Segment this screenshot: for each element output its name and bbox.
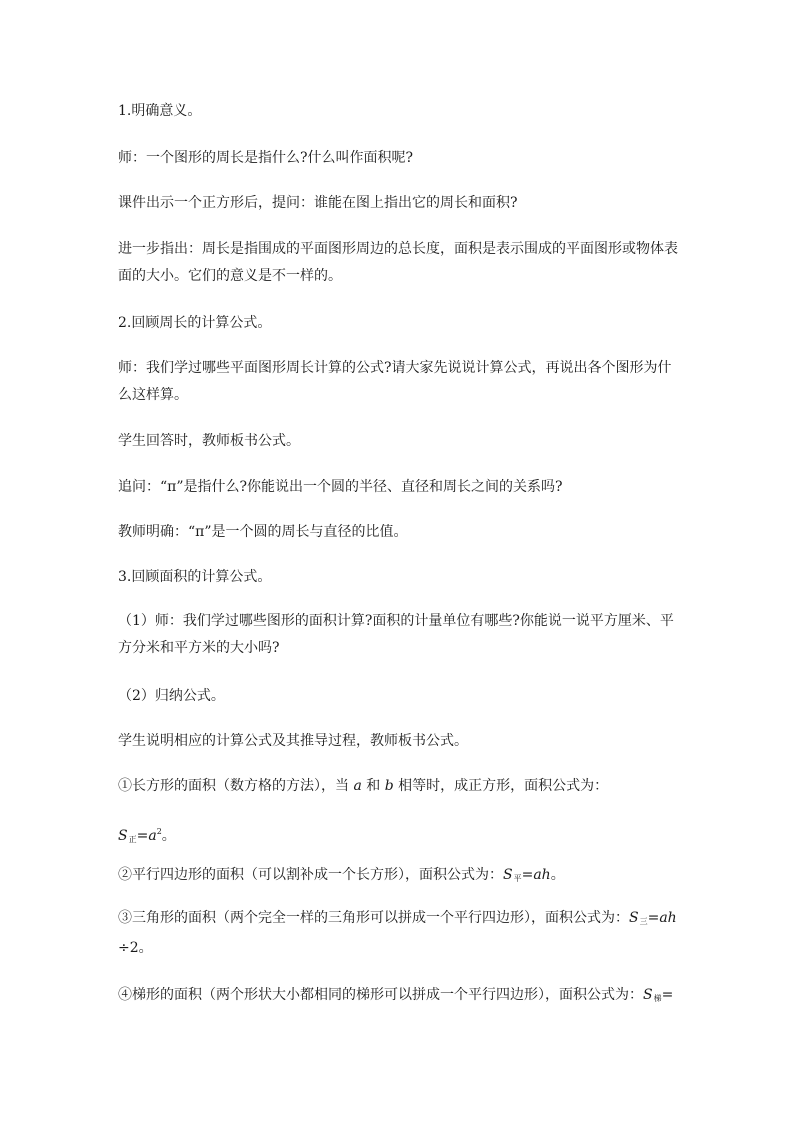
square-area-formula: $S_正=a^2$。 <box>118 827 176 844</box>
teacher-question-3: （1）师：我们学过哪些图形的面积计算?面积的计量单位有哪些?你能说一说平方厘米、平方分米和平方米的大小吗? <box>118 613 674 656</box>
students-explain-note: 学生说明相应的计算公式及其推导过程，教师板书公式。 <box>118 733 468 749</box>
triangle-area-item: ③三角形的面积（两个完全一样的三角形可以拼成一个平行四边形），面积公式为：$S_三=ah\div 2$。 <box>118 910 677 956</box>
summarize-formulas: （2）归纳公式。 <box>118 688 225 704</box>
teacher-question-1: 师：一个图形的周长是指什么?什么叫作面积呢? <box>118 150 414 166</box>
var-a: a <box>353 778 362 794</box>
section-heading-3: 3.回顾面积的计算公式。 <box>118 569 272 585</box>
parallelogram-area-item: ②平行四边形的面积（可以割补成一个长方形），面积公式为：$S_平=ah$。 <box>118 867 565 883</box>
trapezoid-area-item: ④梯形的面积（两个形状大小都相同的梯形可以拼成一个平行四边形），面积公式为：$S_梯=$ <box>118 987 674 1003</box>
students-answer-note: 学生回答时，教师板书公式。 <box>118 433 300 449</box>
courseware-prompt: 课件出示一个正方形后，提问：谁能在图上指出它的周长和面积? <box>118 195 518 211</box>
section-heading-1: 1.明确意义。 <box>118 103 202 119</box>
further-explanation: 进一步指出：周长是指围成的平面图形周边的总长度，面积是表示围成的平面图形或物体表面的大小。它们的意义是不一样的。 <box>118 241 678 284</box>
teacher-clarifies: 教师明确：“π”是一个圆的周长与直径的比值。 <box>118 524 408 540</box>
var-b: b <box>384 778 394 794</box>
rectangle-area-item: ①长方形的面积（数方格的方法），当 a 和 b 相等时，成正方形，面积公式为： <box>118 778 609 794</box>
section-heading-2: 2.回顾周长的计算公式。 <box>118 315 272 331</box>
teacher-question-2: 师：我们学过哪些平面图形周长计算的公式?请大家先说说计算公式，再说出各个图形为什么这样算。 <box>118 360 672 403</box>
follow-up-question: 追问：“π”是指什么?你能说出一个圆的半径、直径和周长之间的关系吗? <box>118 479 563 495</box>
